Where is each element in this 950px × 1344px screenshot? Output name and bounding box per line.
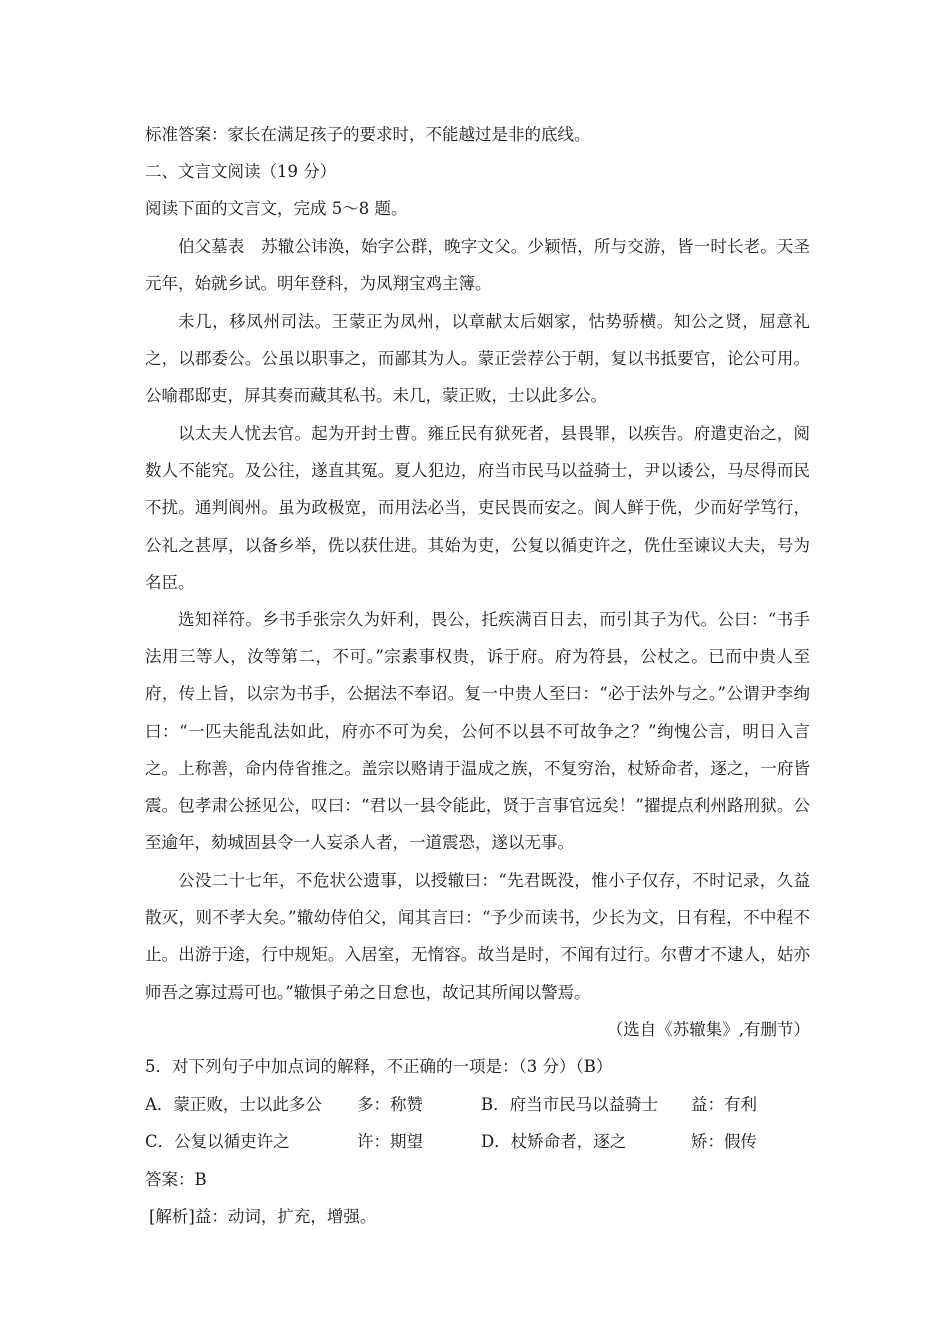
passage-paragraph-4: 选知祥符。乡书手张宗久为奸利，畏公，托疾满百日去，而引其子为代。公曰：“书手法用三等人，汝等第二，不可。”宗素事权贵，诉于府。府为符县，公杖之。已而中贵人至府，传上旨，以宗为书手，公据法不奉诏。复一中贵人至曰：“必于法外与之。”公谓尹李绚曰：“一匹夫能乱法如此，府亦不可为矣，公何不以县不可故争之？”绚愧公言，明日入言之。上称善，命内侍省推之。盖宗以赂请于温成之族，不复穷治，杖矫命者，逐之，一府皆震。包孝肃公拯见公，叹曰：“君以一县令能此，贤于言事官远矣！”擢提点利州路刑狱。公至逾年，劾城固县令一人妄杀人者，一道震恐，遂以无事。 (145, 610, 810, 853)
option-b-gloss: 益：有利 (691, 1095, 757, 1114)
option-d-gloss: 矫：假传 (691, 1132, 757, 1151)
reading-instruction: 阅读下面的文言文，完成 5～8 题。 (145, 199, 408, 218)
passage-paragraph-2: 未几，移凤州司法。王蒙正为凤州，以章献太后姻家，怙势骄横。知公之贤，屈意礼之，以郡委公。公虽以职事之，而鄙其为人。蒙正尝荐公于朝，复以书抵要官，论公可用。公喻郡邸吏，屏其奏而藏其私书。未几，蒙正败，士以此多公。 (145, 312, 810, 406)
option-c-gloss: 许：期望 (357, 1132, 423, 1151)
standard-answer-line: 标准答案：家长在满足孩子的要求时，不能越过是非的底线。 (145, 125, 591, 144)
analysis-line: [解析]益：动词，扩充，增强。 (149, 1207, 377, 1226)
option-a-sentence: A．蒙正败，士以此多公 (145, 1095, 322, 1114)
section-title: 二、文言文阅读（19 分） (145, 162, 337, 181)
option-c-sentence: C．公复以循吏许之 (145, 1132, 290, 1151)
passage-source: （选自《苏辙集》,有删节） (606, 1020, 810, 1039)
passage-paragraph-3: 以太夫人忧去官。起为开封士曹。雍丘民有狱死者，县畏罪，以疾告。府遣吏治之，阅数人不能究。及公往，遂直其冤。夏人犯边，府当市民马以益骑士，尹以诿公，马尽得而民不扰。通判阆州。虽为政极宽，而用法必当，吏民畏而安之。阆人鲜于侁，少而好学笃行，公礼之甚厚，以备乡举，侁以获仕进。其始为吏，公复以循吏许之，侁仕至谏议大夫，号为名臣。 (145, 424, 810, 592)
passage-paragraph-1: 伯父墓表 苏辙公讳涣，始字公群，晚字文父。少颖悟，所与交游，皆一时长老。天圣元年，始就乡试。明年登科，为凤翔宝鸡主簿。 (145, 237, 810, 294)
answer-line: 答案：B (145, 1170, 207, 1189)
passage-paragraph-5: 公没二十七年，不危状公遗事，以授辙曰：“先君既没，惟小子仅存，不时记录，久益散灭，则不孝大矣。”辙幼侍伯父，闻其言曰：“予少而读书，少长为文，日有程，不中程不止。出游于途，行中规矩。入居室，无惰容。故当是时，不闻有过行。尔曹才不逮人，姑亦师吾之寡过焉可也。”辙惧子弟之日怠也，故记其所闻以警焉。 (145, 871, 810, 1002)
option-b-sentence: B．府当市民马以益骑士 (481, 1095, 659, 1114)
option-a-gloss: 多：称赞 (357, 1095, 423, 1114)
question-5: 5．对下列句子中加点词的解释，不正确的一项是：（3 分）（B） (145, 1057, 613, 1076)
option-d-sentence: D．杖矫命者，逐之 (481, 1132, 627, 1151)
